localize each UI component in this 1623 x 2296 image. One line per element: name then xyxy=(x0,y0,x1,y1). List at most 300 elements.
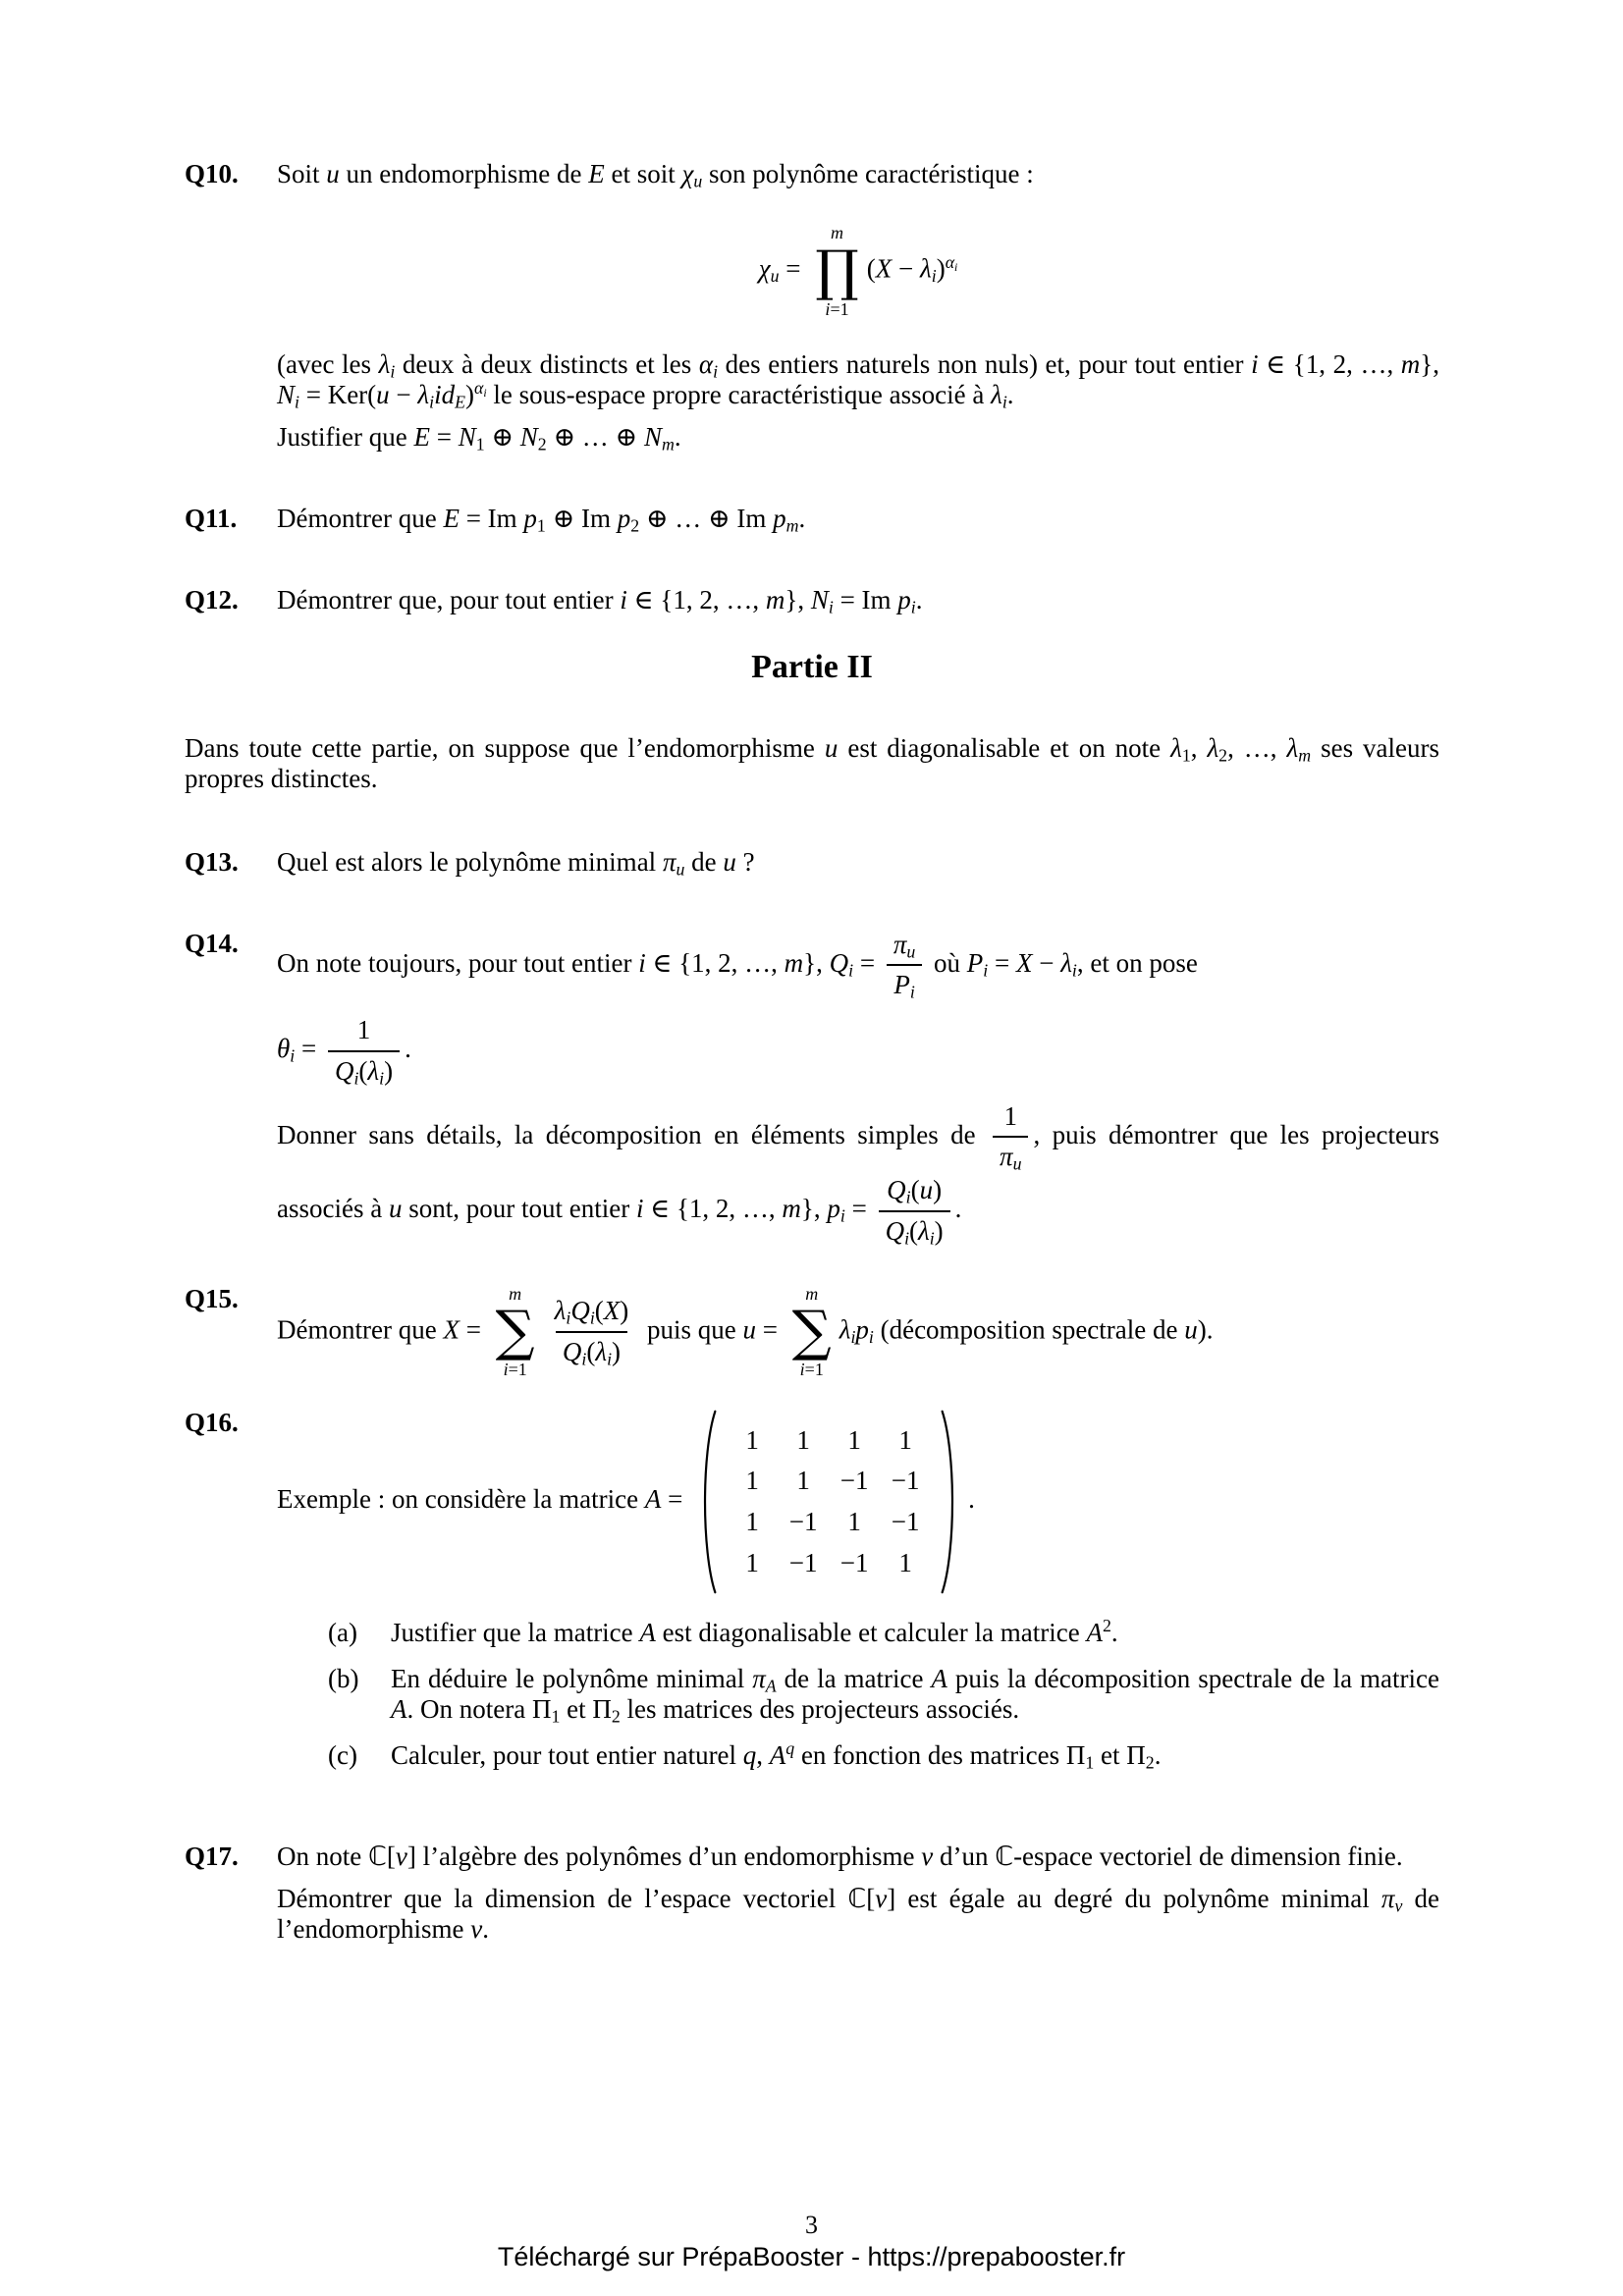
denominator xyxy=(556,1331,627,1369)
q17-text-2 xyxy=(277,1884,1439,1945)
numerator xyxy=(880,1174,948,1210)
math-var: α xyxy=(698,348,714,379)
math-var: λ xyxy=(1170,732,1182,763)
text-run: les matrices des projecteurs associés. xyxy=(620,1694,1020,1725)
math-var: π xyxy=(893,929,907,959)
text-run: ( xyxy=(866,253,876,284)
math-var: i xyxy=(1071,959,1077,980)
text-run: . xyxy=(405,1034,411,1064)
text-run: = Im xyxy=(833,584,898,614)
math-var: α xyxy=(473,377,484,398)
text-run: ( xyxy=(358,1055,368,1086)
text-run: }, xyxy=(1420,348,1440,379)
math-var: i xyxy=(825,298,831,319)
math-var: v xyxy=(875,1884,888,1914)
text-run: ℂ xyxy=(847,1884,867,1915)
text-run: et soit xyxy=(604,159,682,188)
math-var: i xyxy=(929,1228,935,1249)
q16-item-a xyxy=(328,1618,1439,1648)
text-run: [ xyxy=(386,1842,396,1872)
q10-display-formula xyxy=(277,223,1439,320)
math-var: u xyxy=(742,1314,757,1345)
lower-limit xyxy=(504,1360,527,1380)
text-run: 1 xyxy=(1003,1100,1017,1131)
math-var: u xyxy=(824,732,839,763)
denominator xyxy=(887,964,921,1002)
math-var: A xyxy=(644,1484,662,1515)
text-run: = Im xyxy=(459,503,524,533)
text-run: Justifier que xyxy=(277,421,414,452)
q16-subitems xyxy=(277,1618,1439,1771)
text-run: 1 xyxy=(356,1015,371,1045)
math-var: u xyxy=(770,265,780,286)
text-run: de la matrice xyxy=(776,1664,932,1694)
item-text xyxy=(391,1664,1439,1725)
math-var: p xyxy=(773,503,786,533)
text-run: . xyxy=(954,1194,962,1224)
question-q12 xyxy=(185,585,1439,615)
q15-text xyxy=(277,1284,1439,1381)
math-var: v xyxy=(921,1842,934,1872)
text-run: ) xyxy=(936,253,946,284)
matrix-cell: −1 xyxy=(788,1547,818,1577)
fraction xyxy=(887,929,922,1003)
math-var: X xyxy=(603,1296,621,1326)
math-var: q xyxy=(742,1740,757,1771)
text-run: 1 xyxy=(1085,1752,1095,1773)
math-var: i xyxy=(828,597,834,617)
operator-symbol: ∏ xyxy=(815,239,859,303)
question-label: Q13. xyxy=(185,846,239,877)
text-run: . xyxy=(968,1484,975,1515)
math-var: v xyxy=(395,1842,407,1872)
math-var: id xyxy=(434,379,456,409)
text-run: − xyxy=(892,253,921,284)
math-var: Q xyxy=(887,1175,906,1205)
math-var: u xyxy=(388,1194,403,1224)
math-var: χ xyxy=(681,159,694,188)
question-label: Q11. xyxy=(185,503,238,533)
text-run: , xyxy=(1190,732,1208,763)
page-content xyxy=(185,159,1439,1996)
math-var: i xyxy=(931,265,937,286)
math-var: i xyxy=(713,361,719,382)
matrix xyxy=(697,1408,960,1596)
math-var: X xyxy=(875,253,893,284)
q11-text xyxy=(277,504,1439,534)
text-run: puis que xyxy=(640,1314,743,1345)
math-var: N xyxy=(519,421,538,452)
question-body xyxy=(277,159,1439,453)
text-run: Exemple : on considère la matrice xyxy=(277,1484,645,1515)
question-q14 xyxy=(185,929,1439,1249)
math-var: λ xyxy=(554,1296,567,1326)
math-var: λ xyxy=(991,379,1002,409)
text-run: un endomorphisme de xyxy=(339,159,589,188)
math-var: q xyxy=(785,1738,795,1759)
text-run: On note toujours, pour tout entier xyxy=(277,947,639,978)
math-var: Q xyxy=(334,1055,354,1086)
sum-operator xyxy=(792,1284,832,1381)
matrix-cell: 1 xyxy=(898,1424,912,1455)
text-run: (décomposition spectrale de xyxy=(873,1314,1185,1345)
question-q11 xyxy=(185,504,1439,534)
text-run: Démontrer que, pour tout entier xyxy=(277,584,621,614)
q14-theta-formula xyxy=(277,1014,1439,1089)
matrix-grid xyxy=(719,1420,939,1584)
math-var: π xyxy=(752,1664,766,1694)
text-run: ( xyxy=(910,1175,920,1205)
partie-ii-intro xyxy=(185,733,1439,794)
text-run: Dans toute cette partie, on suppose que l’endomorphisme xyxy=(185,732,825,763)
math-var: m xyxy=(661,434,675,454)
math-var: i xyxy=(353,1068,359,1089)
math-var: i xyxy=(390,361,396,382)
math-var: u xyxy=(906,941,916,962)
text-run: . xyxy=(1110,1618,1118,1648)
text-run: ( xyxy=(586,1336,596,1366)
math-var: m xyxy=(765,584,785,614)
text-run: ∈ {1, 2, …, xyxy=(626,584,766,614)
text-run: Soit xyxy=(277,159,327,188)
numerator xyxy=(887,929,922,965)
text-run: (avec les xyxy=(277,348,379,379)
text-run: 2 xyxy=(1218,745,1228,766)
section-heading-partie-ii: Partie II xyxy=(751,648,873,685)
matrix-cell: 1 xyxy=(898,1547,912,1577)
math-var: λ xyxy=(1286,732,1299,763)
text-run: ℂ xyxy=(995,1842,1014,1873)
text-run: , …, xyxy=(1227,732,1287,763)
text-run: sont, pour tout entier xyxy=(402,1194,636,1224)
text-run: ) xyxy=(384,1055,394,1086)
q16-matrix-line xyxy=(277,1408,1439,1596)
math-var: λ xyxy=(367,1055,380,1086)
math-var: i xyxy=(799,1360,805,1380)
matrix-cell: −1 xyxy=(891,1507,920,1537)
text-run: -espace vectoriel de dimension finie. xyxy=(1013,1842,1403,1872)
text-run: 1 xyxy=(551,1706,561,1727)
page-number: 3 xyxy=(805,2211,818,2239)
text-run: − xyxy=(1032,947,1061,978)
text-run: . xyxy=(674,421,681,452)
math-var: Q xyxy=(562,1336,582,1366)
matrix-cell: −1 xyxy=(788,1507,818,1537)
text-run: puis la décomposition spectrale de la matrice xyxy=(947,1664,1439,1694)
question-label: Q15. xyxy=(185,1283,239,1313)
text-run: ). xyxy=(1197,1314,1214,1345)
fraction xyxy=(328,1014,400,1089)
text-run: Π xyxy=(1126,1740,1146,1771)
text-run: ⊕ xyxy=(484,421,520,452)
text-run: ⊕ Im xyxy=(545,503,618,533)
math-var: θ xyxy=(277,1034,291,1064)
math-var: χ xyxy=(758,253,771,284)
math-var: α xyxy=(945,251,955,272)
text-run: de l’endomorphisme xyxy=(277,1884,1440,1945)
text-run: Quel est alors le polynôme minimal xyxy=(277,846,663,877)
text-run: . xyxy=(1006,379,1014,409)
product-operator xyxy=(815,223,859,320)
matrix-cell: 1 xyxy=(796,1424,810,1455)
text-run: ( xyxy=(909,1215,919,1246)
text-run: Démontrer que xyxy=(277,503,444,533)
question-body xyxy=(277,1842,1439,1945)
text-run: ) xyxy=(612,1336,622,1366)
math-var: u xyxy=(1184,1314,1198,1345)
question-body xyxy=(277,504,1439,534)
text-run: . xyxy=(1154,1740,1162,1771)
fraction xyxy=(879,1174,950,1249)
math-var: p xyxy=(897,584,911,614)
math-var: i xyxy=(566,1308,571,1328)
text-run: ] l’algèbre des polynômes d’un endomorphisme xyxy=(406,1842,922,1872)
math-var: i xyxy=(379,1068,385,1089)
math-var: v xyxy=(470,1914,483,1945)
text-run: 2 xyxy=(630,515,640,536)
math-var: λ xyxy=(1207,732,1219,763)
math-var: Q xyxy=(885,1215,905,1246)
math-var: m xyxy=(1400,348,1421,379)
question-label: Q17. xyxy=(185,1842,239,1872)
text-run: 2 xyxy=(537,434,547,454)
math-var: λ xyxy=(595,1336,608,1366)
sum-operator xyxy=(496,1284,535,1381)
math-var: i xyxy=(290,1045,296,1066)
math-var: i xyxy=(909,982,915,1002)
text-run: ? xyxy=(735,846,755,877)
math-var: π xyxy=(1000,1142,1013,1172)
text-run: ( xyxy=(594,1296,604,1326)
q14-text-2 xyxy=(277,1100,1439,1249)
math-var: i xyxy=(983,959,989,980)
math-var: m xyxy=(509,1283,522,1304)
math-var: u xyxy=(1012,1153,1022,1174)
item-text xyxy=(391,1740,1439,1771)
text-run: Démontrer que xyxy=(277,1314,444,1345)
text-run: 1 xyxy=(1181,745,1191,766)
q12-text xyxy=(277,585,1439,615)
q10-text-3 xyxy=(277,422,1439,453)
math-var: i xyxy=(850,1326,856,1347)
text-run: = xyxy=(779,253,808,284)
question-q13 xyxy=(185,847,1439,878)
matrix-cell: 1 xyxy=(745,1547,759,1577)
math-var: E xyxy=(455,392,465,412)
math-var: λ xyxy=(918,1215,930,1246)
text-run: deux à deux distincts et les xyxy=(395,348,699,379)
math-var: i xyxy=(620,584,627,614)
text-run: Démontrer que la dimension de l’espace vectoriel xyxy=(277,1884,848,1914)
text-run: . xyxy=(915,584,923,614)
math-var: i xyxy=(910,597,916,617)
text-run: et xyxy=(560,1694,593,1725)
math-var: i xyxy=(868,1326,874,1347)
math-var: A xyxy=(639,1618,656,1648)
math-var: p xyxy=(523,503,537,533)
math-var: p xyxy=(827,1194,840,1224)
text-run: =1 xyxy=(830,298,849,319)
math-var: λ xyxy=(920,253,932,284)
text-run: − xyxy=(389,379,418,409)
math-var: i xyxy=(295,392,299,412)
math-var: λ xyxy=(378,348,391,379)
math-var: u xyxy=(693,171,703,191)
text-run: =1 xyxy=(508,1360,527,1380)
text-run: = Ker( xyxy=(298,379,377,409)
text-run: }, xyxy=(784,584,811,614)
text-run: [ xyxy=(866,1884,876,1914)
math-var: i xyxy=(638,947,646,978)
text-run: Donner sans détails, la décomposition en éléments simples de xyxy=(277,1119,989,1149)
math-var: N xyxy=(810,584,829,614)
math-var: λ xyxy=(417,379,430,409)
text-run: = xyxy=(429,421,459,452)
math-var: u xyxy=(723,846,736,877)
matrix-cell: −1 xyxy=(839,1466,869,1496)
text-run: Π xyxy=(1065,1740,1086,1771)
text-run: , puis démontrer que les projecteurs associés à xyxy=(277,1119,1439,1224)
text-run: , xyxy=(756,1740,770,1771)
numerator xyxy=(548,1295,636,1331)
text-run: . xyxy=(482,1914,489,1945)
text-run: On note xyxy=(277,1842,368,1872)
lower-limit xyxy=(800,1360,824,1380)
math-var: X xyxy=(1015,947,1033,978)
math-var: u xyxy=(326,159,340,188)
text-run: Justifier que la matrice xyxy=(391,1618,640,1648)
text-run: d’un xyxy=(933,1842,996,1872)
text-run: de xyxy=(684,846,724,877)
text-run: 2 xyxy=(611,1706,621,1727)
math-var: i xyxy=(429,392,435,412)
text-run: Π xyxy=(531,1694,552,1725)
question-body xyxy=(277,929,1439,1249)
math-var: m xyxy=(831,223,843,242)
page-footer xyxy=(0,2211,1623,2272)
denominator xyxy=(993,1136,1028,1174)
math-var: i xyxy=(839,1205,845,1226)
math-var: λ xyxy=(1060,947,1072,978)
text-run: 2 xyxy=(1102,1616,1111,1636)
q10-text-1 xyxy=(277,159,1439,189)
text-run: ⊕ … ⊕ Im xyxy=(639,503,774,533)
math-group xyxy=(474,378,487,398)
text-run: , et on pose xyxy=(1076,947,1198,978)
text-run: ) xyxy=(464,379,474,409)
text-run: est diagonalisable et on note xyxy=(838,732,1171,763)
text-run: = xyxy=(459,1314,488,1345)
text-run: = xyxy=(988,947,1016,978)
operator-symbol: ∑ xyxy=(791,1300,832,1364)
math-var: i xyxy=(589,1308,595,1328)
math-var: i xyxy=(635,1194,644,1224)
question-body xyxy=(277,847,1439,878)
text-run: ses valeurs propres distinctes. xyxy=(185,732,1440,793)
matrix-cell: 1 xyxy=(745,1507,759,1537)
math-var: i xyxy=(503,1360,509,1380)
math-var: i xyxy=(954,260,958,274)
math-var: m xyxy=(805,1283,819,1304)
text-run: ) xyxy=(620,1296,629,1326)
question-label: Q14. xyxy=(185,928,239,958)
text-run: le sous-espace propre caractéristique associé à xyxy=(486,379,992,409)
math-var: E xyxy=(588,159,605,188)
denominator xyxy=(328,1050,400,1089)
numerator xyxy=(998,1100,1025,1137)
question-q17 xyxy=(185,1842,1439,1945)
text-run: ∈ {1, 2, …, xyxy=(643,1194,783,1224)
denominator xyxy=(879,1210,950,1249)
q13-text xyxy=(277,847,1439,878)
question-label: Q16. xyxy=(185,1408,239,1438)
math-var: P xyxy=(893,970,910,1000)
math-var: Q xyxy=(570,1296,590,1326)
math-var: i xyxy=(904,1228,910,1249)
text-run: son polynôme caractéristique : xyxy=(702,159,1034,188)
text-run: 1 xyxy=(536,515,546,536)
item-text xyxy=(391,1618,1439,1648)
math-var: u xyxy=(676,859,685,880)
question-label: Q10. xyxy=(185,159,239,188)
math-var: i xyxy=(905,1187,911,1207)
math-var: u xyxy=(376,379,390,409)
math-var: A xyxy=(1086,1618,1103,1648)
q10-text-2 xyxy=(277,349,1439,410)
math-var: π xyxy=(1380,1884,1395,1914)
q17-text-1 xyxy=(277,1842,1439,1872)
math-var: i xyxy=(483,386,487,400)
q16-item-c xyxy=(328,1740,1439,1771)
text-run: =1 xyxy=(804,1360,824,1380)
fraction xyxy=(993,1100,1028,1175)
text-run: . On notera xyxy=(406,1694,532,1725)
matrix-right-paren xyxy=(939,1408,960,1596)
text-run: = xyxy=(661,1484,690,1515)
text-run: ∈ {1, 2, …, xyxy=(1258,348,1401,379)
text-run: où xyxy=(927,947,967,978)
matrix-cell: 1 xyxy=(847,1424,861,1455)
lower-limit xyxy=(825,299,848,320)
math-var: λ xyxy=(839,1314,851,1345)
text-run: Calculer, pour tout entier naturel xyxy=(391,1740,743,1771)
math-var: v xyxy=(1394,1896,1403,1916)
math-var: i xyxy=(848,959,854,980)
text-run: est diagonalisable et calculer la matrice xyxy=(655,1618,1087,1648)
text-run: 1 xyxy=(475,434,485,454)
math-var: Q xyxy=(829,947,849,978)
math-var: N xyxy=(277,379,296,409)
text-run: }, xyxy=(800,1194,828,1224)
math-var: A xyxy=(931,1664,947,1694)
q14-text-1 xyxy=(277,929,1439,1003)
text-run: = xyxy=(853,947,882,978)
q16-item-b xyxy=(328,1664,1439,1725)
text-run: ] est égale au degré du polynôme minimal xyxy=(887,1884,1381,1914)
question-q15 xyxy=(185,1284,1439,1381)
matrix-cell: −1 xyxy=(839,1547,869,1577)
math-var: i xyxy=(1001,392,1007,412)
text-run: ℂ xyxy=(367,1842,387,1873)
math-var: X xyxy=(443,1314,460,1345)
matrix-left-paren xyxy=(697,1408,719,1596)
fraction xyxy=(548,1295,636,1369)
numerator xyxy=(351,1014,378,1050)
text-run: = xyxy=(295,1034,323,1064)
math-var: u xyxy=(919,1175,934,1205)
item-label: (c) xyxy=(328,1740,357,1771)
math-var: N xyxy=(458,421,476,452)
